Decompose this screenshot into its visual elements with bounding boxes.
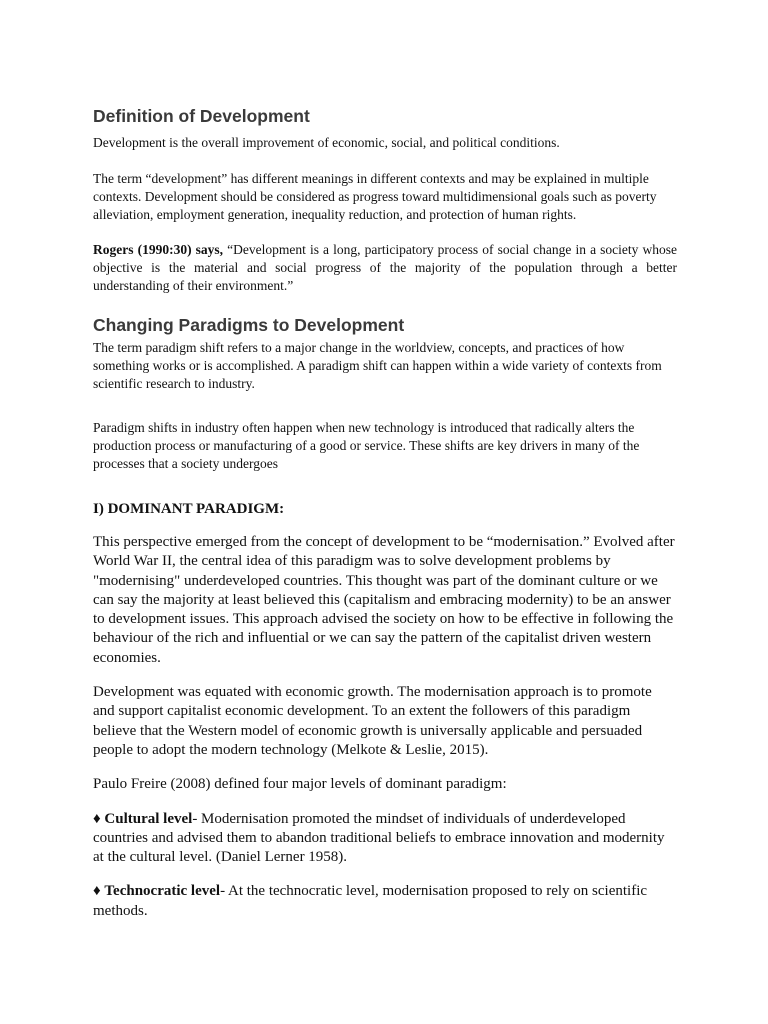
modernisation-paragraph: This perspective emerged from the concept of development to be “modernisation.” Evolved after World War II, the central idea of this paradigm was to solve development problems by "modernising" underdeveloped countries. This thought was part of the dominant culture or we can say the majority at least believed this (capitalism and embracing modernity) to be an answer to development issues. This approach advised the society on how to be effective in following the behaviour of the rich and influential or we can say the pattern of the capitalist driven western economies. <box>93 534 675 666</box>
paradigm-shift-paragraph: The term paradigm shift refers to a major change in the worldview, concepts, and practices of how something works or is accomplished. A paradigm shift can happen within a wide variety of contexts from scientific research to industry. <box>93 340 662 391</box>
heading-dominant-paradigm: I) DOMINANT PARADIGM: <box>93 501 285 517</box>
diamond-bullet-icon: ♦ <box>93 810 105 827</box>
diamond-bullet-icon: ♦ <box>93 883 105 900</box>
term-development-paragraph: The term “development” has different meanings in different contexts and may be explained in multiple contexts. Development should be considered as progress toward multidimensional goals such as poverty alleviation, employment generation, inequality reduction, and protection of human rights. <box>93 171 657 222</box>
heading-changing-paradigms: Changing Paradigms to Development <box>93 315 405 335</box>
rogers-citation: Rogers (1990:30) says, <box>93 242 224 257</box>
cultural-level-label: Cultural level <box>104 810 193 827</box>
cultural-level-text: - Modernisation promoted the mindset of individuals of underdeveloped countries and advised them to abandon traditional beliefs to embrace innovation and modernity at the cultural level. (Daniel Lerner 1958). <box>93 810 665 866</box>
freire-levels-paragraph: Paulo Freire (2008) defined four major levels of dominant paradigm: <box>93 776 507 793</box>
definition-paragraph: Development is the overall improvement of economic, social, and political conditions. <box>93 135 560 150</box>
paradigm-industry-paragraph: Paradigm shifts in industry often happen when new technology is introduced that radically alters the production process or manufacturing of a good or service. These shifts are key drivers in many of the processes that a society undergoes <box>93 420 640 471</box>
technocratic-level-label: Technocratic level <box>104 883 221 900</box>
cultural-level-item <box>93 810 677 868</box>
rogers-quote-paragraph <box>93 241 677 295</box>
document-page <box>93 104 677 921</box>
rogers-quote-text: “Development is a long, participatory process of social change in a society whose objective is the material and social progress of the majority of the population through a better understanding of their environment.” <box>93 242 677 293</box>
heading-definition-of-development: Definition of Development <box>93 106 310 126</box>
technocratic-level-item <box>93 882 677 921</box>
technocratic-level-text: - At the technocratic level, modernisation proposed to rely on scientific methods. <box>93 883 648 919</box>
economic-growth-paragraph: Development was equated with economic growth. The modernisation approach is to promote and support capitalist economic development. To an extent the followers of this paradigm believe that the Western model of economic growth is universally applicable and persuaded people to adopt the modern technology (Melkote & Leslie, 2015). <box>93 684 652 758</box>
